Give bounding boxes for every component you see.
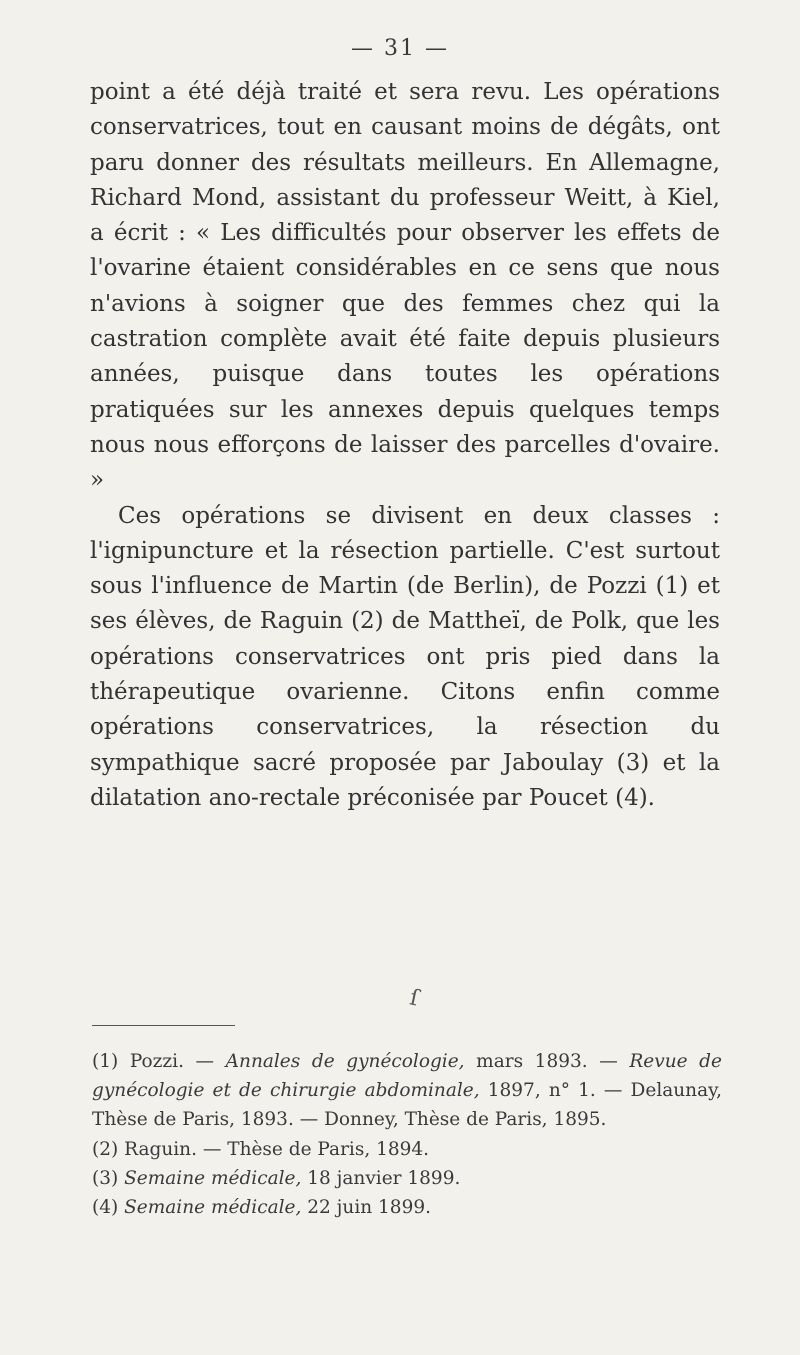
footnote-4 (92, 1193, 722, 1222)
footnote-4-number: (4) (92, 1197, 119, 1219)
footnote-3 (92, 1164, 722, 1193)
footnote-1-date: mars 1893. — (476, 1051, 618, 1072)
footnote-1-journal-2: Revue de gynécologie et de chirurgie abdominale, (92, 1051, 722, 1102)
footnotes (92, 1047, 722, 1222)
paragraph-1: point a été déjà traité et sera revu. Les opérations conservatrices, tout en causant moins de dégâts, ont paru donner des résultats meilleurs. En Allemagne, Richard Mond, assistant du professeur Weitt, à Kiel, a écrit : « Les difficultés pour observer les effets de l'ovarine étaient considérables en ce sens que nous n'avions à soigner que des femmes chez qui la castration complète avait été faite depuis plusieurs années, puisque dans toutes les opérations pratiquées sur les annexes depuis quelques temps nous nous efforçons de laisser des parcelles d'ovaire. » (90, 79, 720, 494)
footnote-3-journal: Semaine médicale, (124, 1167, 302, 1189)
paragraph-2: Ces opérations se divisent en deux classes : l'ignipuncture et la résection partielle. C'est surtout sous l'influence de Martin (de Berlin), de Pozzi (1) et ses élèves, de Raguin (2) de Mattheï, de Polk, que les opérations conservatrices ont pris pied dans la thérapeutique ovarienne. Citons enfin comme opérations conservatrices, la résection du sympathique sacré proposée par Jaboulay (3) et la dilatation ano-rectale préconisée par Poucet (4). (90, 502, 720, 811)
footnote-2-number: (2) (92, 1138, 119, 1160)
footnote-3-date: 18 janvier 1899. (307, 1167, 461, 1189)
stray-ink-mark: ſ (407, 985, 421, 1012)
footnote-3-number: (3) (92, 1167, 119, 1189)
footnote-2-text: Raguin. — Thèse de Paris, 1894. (124, 1138, 430, 1160)
footnote-1-author: Pozzi. — (129, 1051, 215, 1072)
footnote-1 (92, 1047, 722, 1135)
page-number: — 31 — (351, 36, 449, 61)
footnote-divider (92, 1025, 235, 1026)
body-text (90, 75, 720, 816)
footnote-4-journal: Semaine médicale, (124, 1197, 302, 1219)
footnote-4-date: 22 juin 1899. (307, 1197, 431, 1219)
footnote-1-journal: Annales de gynécologie, (225, 1051, 465, 1072)
footnote-2 (92, 1135, 722, 1164)
footnote-1-number: (1) (92, 1051, 119, 1072)
footnote-1-rest: 1897, n° 1. — Delaunay, Thèse de Paris, 1893. — Donney, Thèse de Paris, 1895. (92, 1080, 722, 1131)
